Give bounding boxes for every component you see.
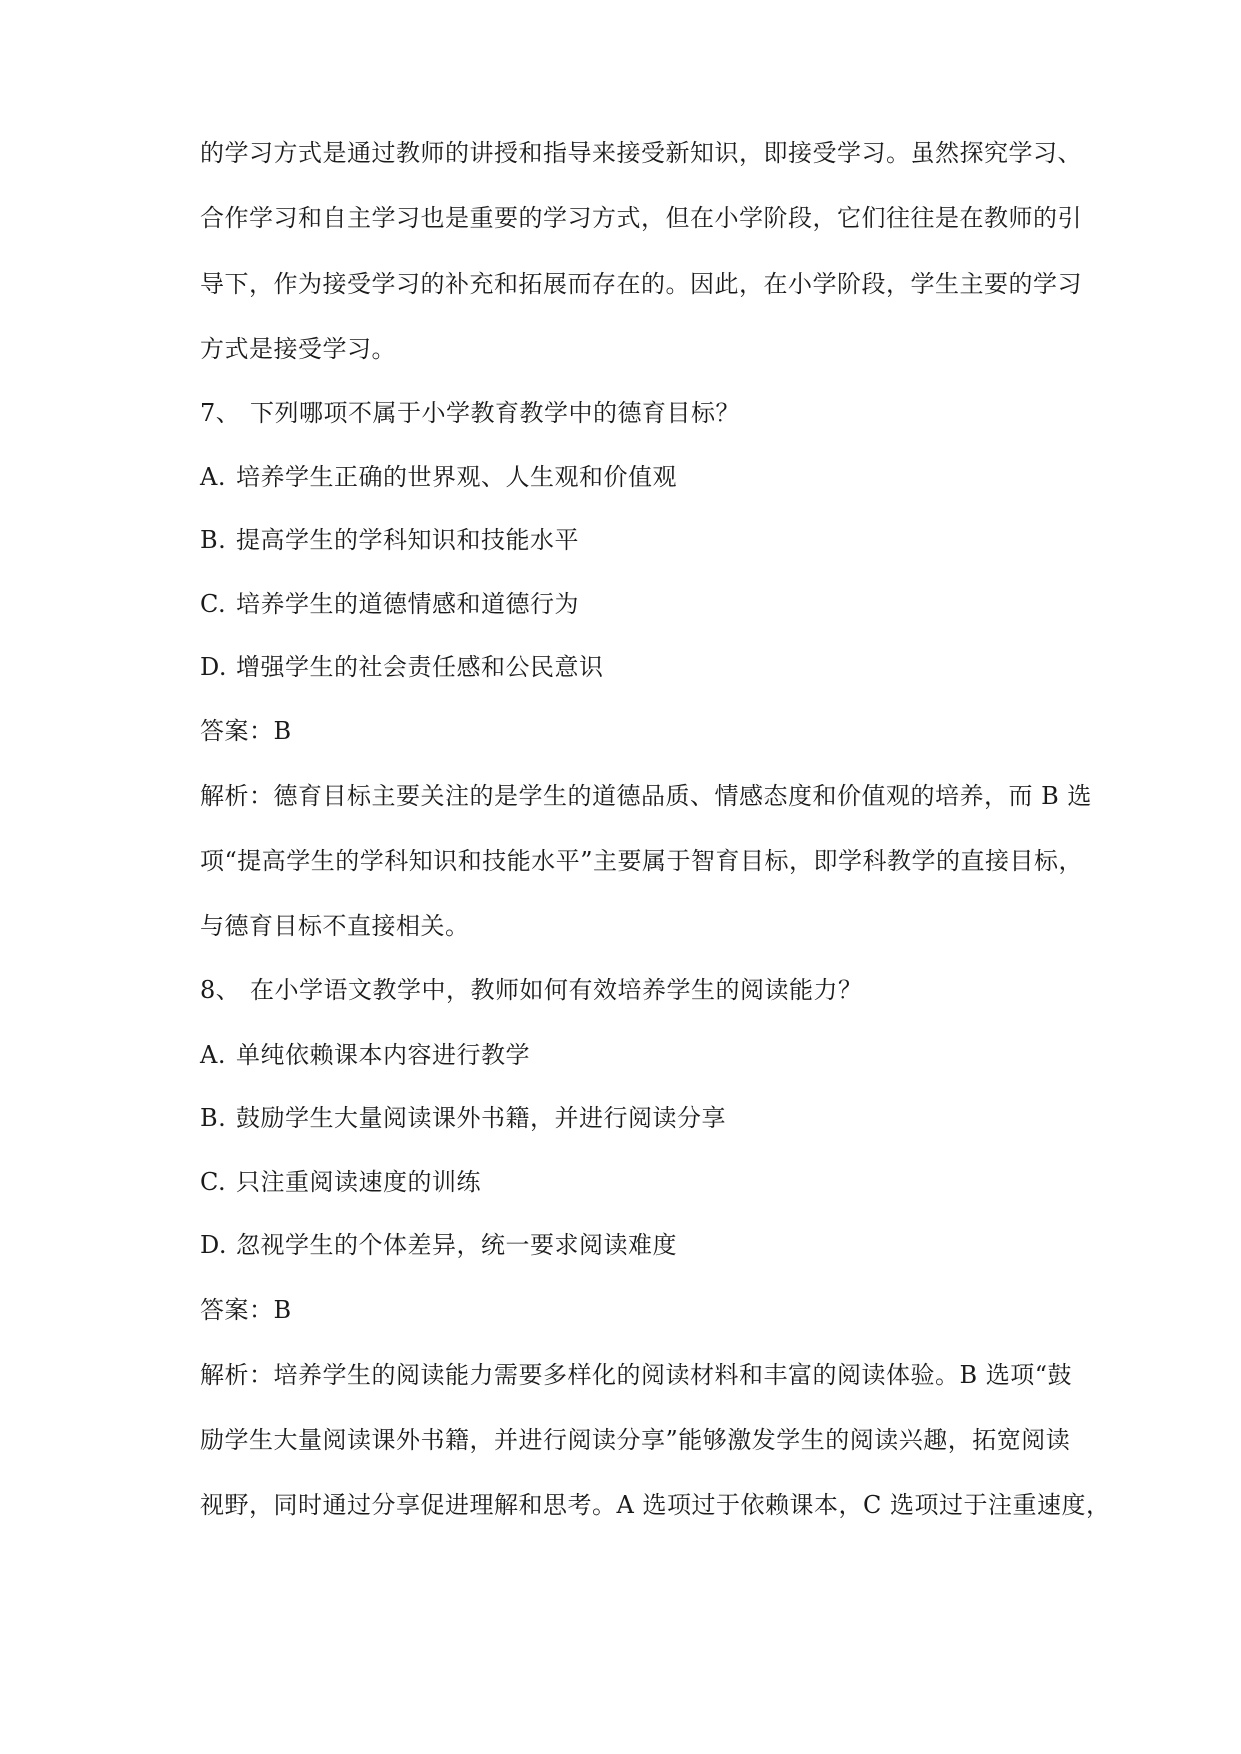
option-c xyxy=(200,1166,481,1198)
answer: 答案：B xyxy=(200,717,292,745)
question-number: 7、 xyxy=(200,399,241,427)
option-text: 增强学生的社会责任感和公民意识 xyxy=(236,653,604,681)
question-number: 8、 xyxy=(200,976,241,1004)
option-text: 忽视学生的个体差异，统一要求阅读难度 xyxy=(236,1231,677,1259)
option-label: B. xyxy=(200,1104,227,1132)
intro-line: 导下，作为接受学习的补充和拓展而存在的。因此，在小学阶段，学生主要的学习 xyxy=(200,270,1082,298)
option-d xyxy=(200,651,604,683)
option-a xyxy=(200,1039,530,1071)
analysis-line: 励学生大量阅读课外书籍，并进行阅读分享”能够激发学生的阅读兴趣，拓宽阅读 xyxy=(200,1426,1071,1454)
intro-line: 合作学习和自主学习也是重要的学习方式，但在小学阶段，它们往往是在教师的引 xyxy=(200,204,1082,232)
option-label: B. xyxy=(200,526,227,554)
option-d xyxy=(200,1229,677,1261)
question-8 xyxy=(200,974,863,1006)
intro-line: 方式是接受学习。 xyxy=(200,335,396,363)
option-label: D. xyxy=(200,653,228,681)
analysis-line: 项“提高学生的学科知识和技能水平”主要属于智育目标，即学科教学的直接目标， xyxy=(200,847,1084,875)
question-text: 在小学语文教学中，教师如何有效培养学生的阅读能力？ xyxy=(250,976,863,1004)
option-text: 单纯依赖课本内容进行教学 xyxy=(236,1041,530,1069)
analysis-line: 视野，同时通过分享促进理解和思考。A 选项过于依赖课本，C 选项过于注重速度， xyxy=(200,1491,1111,1519)
option-text: 提高学生的学科知识和技能水平 xyxy=(236,526,579,554)
question-text: 下列哪项不属于小学教育教学中的德育目标？ xyxy=(250,399,740,427)
option-b xyxy=(200,524,579,556)
analysis-line: 与德育目标不直接相关。 xyxy=(200,912,470,940)
option-label: C. xyxy=(200,1168,227,1196)
option-label: D. xyxy=(200,1231,228,1259)
option-text: 培养学生的道德情感和道德行为 xyxy=(236,590,579,618)
intro-line: 的学习方式是通过教师的讲授和指导来接受新知识，即接受学习。虽然探究学习、 xyxy=(200,139,1082,167)
option-label: C. xyxy=(200,590,227,618)
option-b xyxy=(200,1102,726,1134)
analysis-line: 解析：德育目标主要关注的是学生的道德品质、情感态度和价值观的培养，而 B 选 xyxy=(200,782,1092,810)
option-text: 只注重阅读速度的训练 xyxy=(236,1168,481,1196)
option-label: A. xyxy=(200,463,226,491)
option-label: A. xyxy=(200,1041,226,1069)
answer: 答案：B xyxy=(200,1296,292,1324)
option-text: 鼓励学生大量阅读课外书籍，并进行阅读分享 xyxy=(236,1104,726,1132)
question-7 xyxy=(200,397,740,429)
analysis-line: 解析：培养学生的阅读能力需要多样化的阅读材料和丰富的阅读体验。B 选项“鼓 xyxy=(200,1361,1073,1389)
option-text: 培养学生正确的世界观、人生观和价值观 xyxy=(236,463,677,491)
option-c xyxy=(200,588,579,620)
option-a xyxy=(200,461,677,493)
